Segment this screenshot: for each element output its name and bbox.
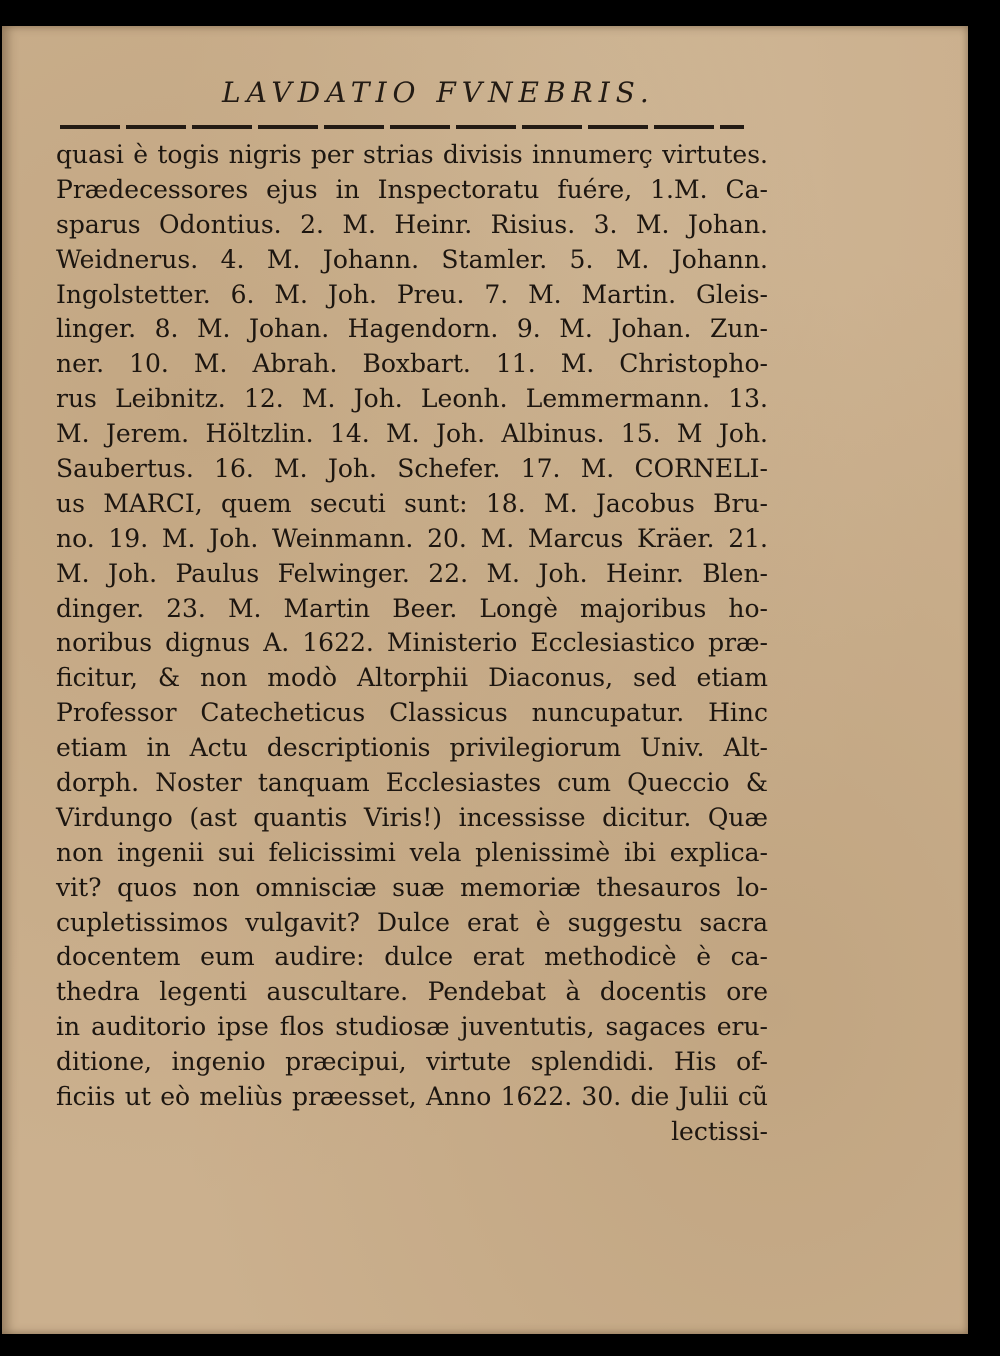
text-line: sparus Odontius. 2. M. Heinr. Risius. 3. M. Johan. (56, 209, 768, 239)
running-head: LAVDATIO FVNEBRIS. (222, 76, 655, 109)
text-line: thedra legenti auscultare. Pendebat à docentis ore (56, 977, 768, 1007)
text-line: linger. 8. M. Johan. Hagendorn. 9. M. Johan. Zun- (56, 314, 768, 344)
text-line: etiam in Actu descriptionis privilegiorum Univ. Alt- (56, 733, 768, 763)
text-line: ficitur, & non modò Altorphii Diaconus, sed etiam (56, 663, 768, 693)
text-line: cupletissimos vulgavit? Dulce erat è suggestu sacra (56, 907, 768, 937)
text-line: rus Leibnitz. 12. M. Joh. Leonh. Lemmermann. 13. (56, 384, 768, 414)
text-line: non ingenii sui felicissimi vela plenissimè ibi explica- (56, 837, 768, 867)
text-line: dorph. Noster tanquam Ecclesiastes cum Queccio & (56, 768, 768, 798)
text-line: noribus dignus A. 1622. Ministerio Ecclesiastico præ- (56, 628, 768, 658)
text-line: Saubertus. 16. M. Joh. Schefer. 17. M. CORNELI- (56, 454, 768, 484)
text-line: in auditorio ipse flos studiosæ juventutis, sagaces eru- (56, 1012, 768, 1042)
header-rule (60, 125, 744, 129)
text-line: Weidnerus. 4. M. Johann. Stamler. 5. M. Johann. (56, 244, 768, 274)
text-line: Professor Catecheticus Classicus nuncupatur. Hinc (56, 698, 768, 728)
text-line: ditione, ingenio præcipui, virtute splendidi. His of- (56, 1047, 768, 1077)
text-line: ner. 10. M. Abrah. Boxbart. 11. M. Christopho- (56, 349, 768, 379)
catchword: lectissi- (671, 1116, 768, 1146)
text-line: Virdungo (ast quantis Viris!) incessisse dicitur. Quæ (56, 802, 768, 832)
text-line: ficiis ut eò meliùs præesset, Anno 1622. 30. die Julii cũ (56, 1082, 768, 1112)
text-line: quasi è togis nigris per strias divisis innumerç virtutes. (56, 140, 768, 169)
text-line: Prædecessores ejus in Inspectoratu fuére, 1.M. Ca- (56, 174, 768, 204)
text-line: vit? quos non omnisciæ suæ memoriæ thesauros lo- (56, 872, 768, 902)
text-line: M. Joh. Paulus Felwinger. 22. M. Joh. Heinr. Blen- (56, 558, 768, 588)
text-line: us MARCI, quem secuti sunt: 18. M. Jacobus Bru- (56, 488, 768, 518)
body-text (56, 138, 768, 1150)
text-line: no. 19. M. Joh. Weinmann. 20. M. Marcus Kräer. 21. (56, 523, 768, 553)
book-page (2, 26, 968, 1334)
text-line: Ingolstetter. 6. M. Joh. Preu. 7. M. Martin. Gleis- (56, 279, 768, 309)
text-line: dinger. 23. M. Martin Beer. Longè majoribus ho- (56, 593, 768, 623)
text-line: M. Jerem. Höltzlin. 14. M. Joh. Albinus. 15. M Joh. (56, 419, 768, 449)
text-line: docentem eum audire: dulce erat methodicè è ca- (56, 942, 768, 972)
